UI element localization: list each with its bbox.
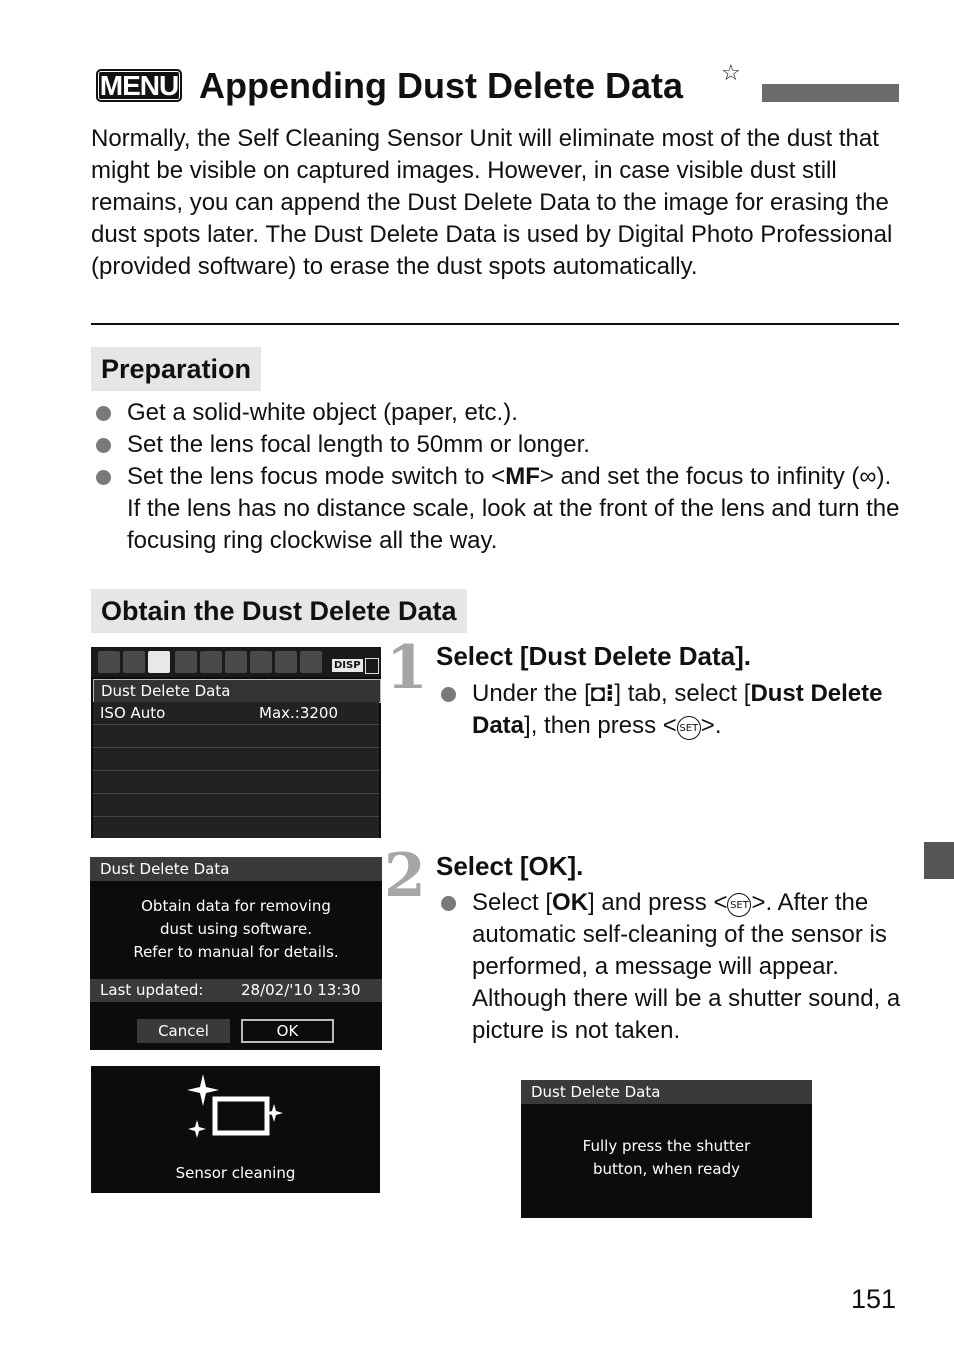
step-instruction [436, 678, 906, 742]
set-button-icon: SET [727, 893, 751, 917]
dialog-message [90, 895, 382, 964]
message-line: button, when ready [593, 1160, 740, 1178]
last-updated-bar [90, 979, 382, 1002]
menu-row-label: ISO Auto [100, 704, 166, 722]
step-text-part: Under the [ [472, 680, 591, 707]
setup-tab-icon [250, 651, 272, 673]
step-text-part: >. After the automatic self-cleaning of the sensor is performed, a message will appear. Although there will be a shutter sound, a picture is not taken. [472, 889, 901, 1044]
press-shutter-screen [521, 1080, 812, 1218]
step-number: 2 [384, 841, 426, 911]
intro-paragraph: Normally, the Self Cleaning Sensor Unit will eliminate most of the dust that might be visible on captured images. However, in case visible dust still remains, you can append the Dust Delete Data to the image for erasing the dust spots later. The Dust Delete Data is used by Digital Photo Professional (provided software) to erase the dust spots automatically. [91, 125, 893, 280]
menu-row-empty [93, 771, 379, 794]
step-bold-text: OK [552, 889, 589, 916]
step-heading: Select [Dust Delete Data]. [436, 641, 751, 671]
bullet-icon [441, 896, 456, 911]
screen-header-text: Dust Delete Data [531, 1083, 661, 1101]
message-line: Fully press the shutter [582, 1137, 751, 1155]
screen-header-text: Dust Delete Data [100, 860, 230, 878]
step-text-part: ] tab, select [ [614, 680, 751, 707]
playback-tab-icon [148, 651, 170, 673]
chapter-side-tab [924, 842, 954, 879]
setup-tab-icon [225, 651, 247, 673]
list-item-text: Get a solid-white object (paper, etc.). [127, 399, 518, 426]
last-updated-label: Last updated: [100, 981, 204, 999]
menu-row-empty [93, 794, 379, 817]
list-item-text: > and set the focus to infinity (∞). If the lens has no distance scale, look at the front of the lens and turn the focusing ring clockwise all the way. [127, 463, 900, 554]
dust-delete-dialog-screen [90, 857, 382, 1050]
last-updated-value: 28/02/'10 13:30 [241, 981, 361, 999]
setup-tab-icon [200, 651, 222, 673]
list-item-text: Set the lens focal length to 50mm or longer. [127, 431, 590, 458]
preparation-heading: Preparation [91, 347, 261, 391]
bullet-icon [96, 406, 111, 421]
step-text-part: Select [ [472, 889, 553, 916]
message-line: dust using software. [160, 920, 312, 938]
sensor-cleaning-screen [91, 1066, 380, 1193]
preparation-list [91, 397, 901, 557]
menu-row-empty [93, 817, 379, 838]
menu-tab-row [91, 647, 381, 677]
page-title: Appending Dust Delete Data [199, 65, 684, 106]
list-item [91, 429, 901, 461]
menu-icon: MENU [96, 69, 182, 102]
disp-icon: DISP [334, 660, 361, 671]
step-text-part: >. [700, 712, 722, 739]
list-item [91, 461, 901, 557]
mf-label: MF [505, 463, 540, 490]
title-decoration-bar [762, 84, 899, 102]
setup-tab-icon [275, 651, 297, 673]
my-menu-tab-icon [300, 651, 322, 673]
bullet-icon [96, 470, 111, 485]
shooting-tab-icon [98, 651, 120, 673]
set-button-icon: SET [677, 716, 701, 740]
playback-tab-icon: ◘⁝ [590, 680, 615, 707]
list-item [91, 397, 901, 429]
screen-header [90, 857, 382, 881]
message-line: Obtain data for removing [141, 897, 331, 915]
menu-row-iso-auto [93, 702, 379, 725]
cancel-button: Cancel [137, 1019, 230, 1043]
page-number: 151 [851, 1284, 897, 1314]
list-item-text: Set the lens focus mode switch to < [127, 463, 506, 490]
screen-header [521, 1080, 812, 1104]
message-line: Refer to manual for details. [133, 943, 339, 961]
step-instruction [436, 887, 906, 1047]
bullet-icon [96, 438, 111, 453]
menu-row-empty [93, 725, 379, 748]
menu-row-empty [93, 748, 379, 771]
sensor-cleaning-caption: Sensor cleaning [175, 1164, 296, 1182]
camera-menu-screen [91, 647, 381, 838]
step-text-part: ], then press < [524, 712, 677, 739]
menu-row-label: Dust Delete Data [101, 682, 231, 700]
step-number: 1 [386, 633, 428, 703]
screen-message [521, 1135, 812, 1181]
playback-tab-icon [175, 651, 197, 673]
ok-button: OK [241, 1019, 334, 1043]
menu-row-value: Max.:3200 [259, 704, 339, 722]
step-bold-text: Dust Delete Data [472, 680, 883, 739]
bullet-icon [441, 687, 456, 702]
star-icon: ☆ [721, 60, 741, 85]
shooting-tab-icon [123, 651, 145, 673]
menu-row-dust-delete-data [93, 679, 381, 703]
info-icon [365, 658, 379, 674]
step-heading: Select [OK]. [436, 851, 584, 881]
step-text-part: ] and press < [588, 889, 728, 916]
obtain-heading: Obtain the Dust Delete Data [91, 589, 467, 633]
divider [91, 323, 899, 325]
